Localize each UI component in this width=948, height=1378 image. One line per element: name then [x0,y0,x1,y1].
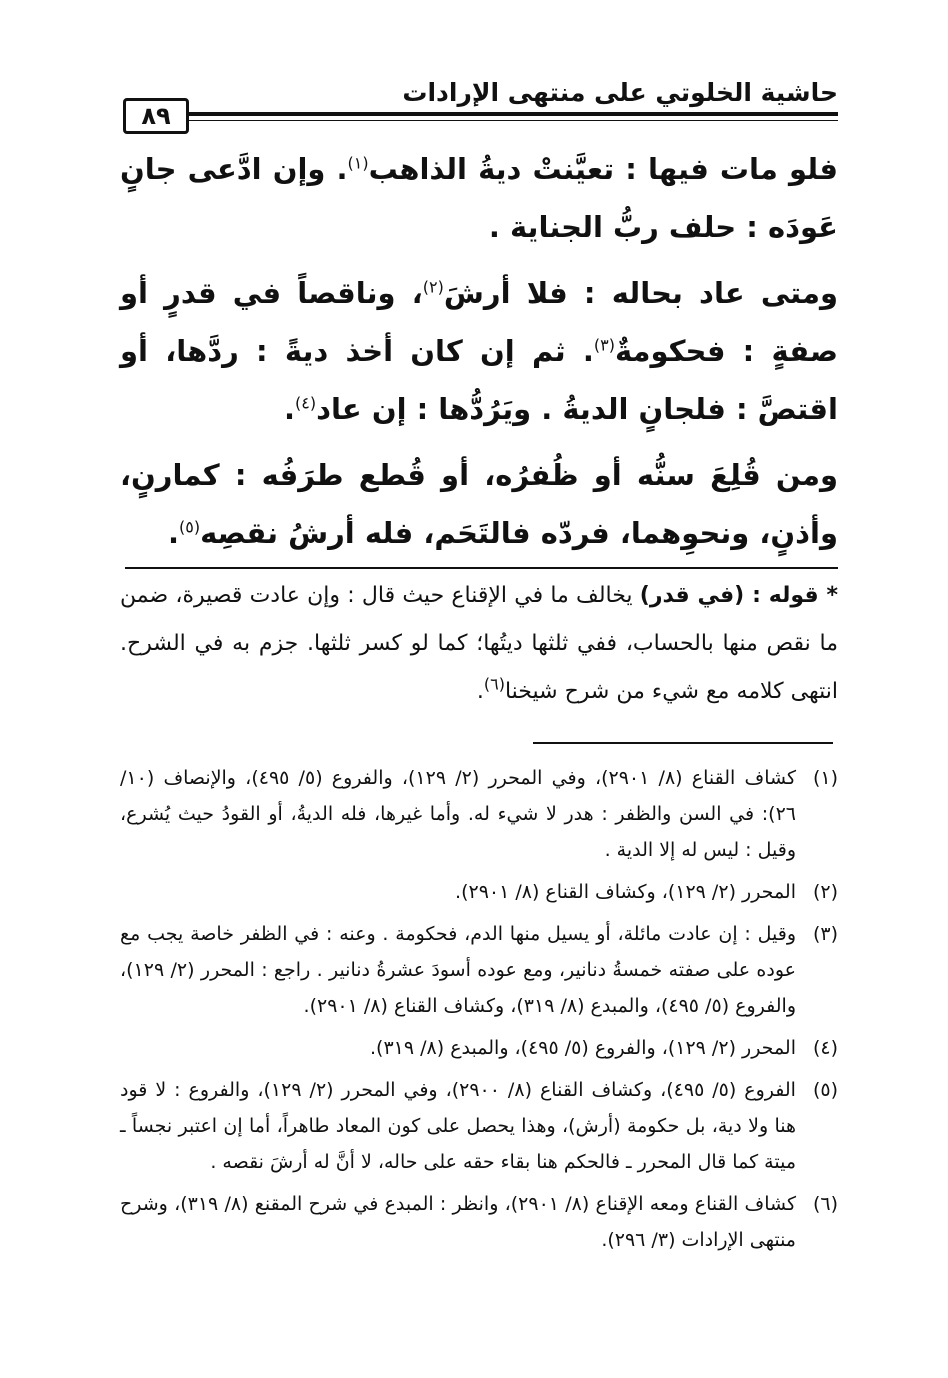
header-rule-thin [188,120,838,121]
footnote-text: المحرر (٢/ ١٢٩)، وكشاف القناع (٨/ ٢٩٠١). [455,881,796,903]
footnote-text: الفروع (٥/ ٤٩٥)، وكشاف القناع (٨/ ٢٩٠٠)، وفي المحرر (٢/ ١٢٩)، والفروع : لا قود هنا ولا دية، بل حكومة (أرش)، وهذا يحصل على كون المعاد طاهراً، أما إن اعتبر نجساً ـ ميتة كما قال المحرر ـ فالحكم هنا بقاء حقه على حاله، لا أنَّ له أرشَ نقصه . [120,1079,796,1173]
main-text-span: . وإن ادَّعى جانٍ عَودَه : حلف ربُّ الجناية . [120,152,838,244]
footnote-ref-1[interactable]: (١) [347,153,369,173]
footnote-ref-3[interactable]: (٣) [593,335,615,355]
commentary-note [120,572,838,716]
footnote-item [120,916,838,1024]
footnote-item [120,1030,838,1066]
main-text-span: فلو مات فيها : تعيَّنتْ ديةُ الذاهب [368,152,838,186]
main-text-span: ومن قُلِعَ سنُّه أو ظُفرُه، أو قُطع طرَفُه : كمارنٍ، وأذنٍ، ونحوِهما، فردّه فالتَحَم، فله أرشُ نقصِه [120,458,838,550]
main-text-span: . [167,516,179,550]
main-paragraph-2 [120,264,838,438]
footnote-ref-4[interactable]: (٤) [295,393,317,413]
footnote-number: (٤) [812,1037,838,1059]
footnote-item [120,874,838,910]
footnote-text: كشاف القناع (٨/ ٢٩٠١)، وفي المحرر (٢/ ١٢٩)، والفروع (٥/ ٤٩٥)، والإنصاف (١٠/ ٢٦): في السن والظفر : هدر لا شيء له. وأما غيرها، فله الديةُ، أو القودُ حيث يُشرع، وقيل : ليس له إلا الدية . [120,767,796,861]
footnote-number: (٦) [812,1193,838,1215]
main-text-span: . [284,392,296,426]
footnote-ref-6[interactable]: (٦) [483,674,505,694]
page-number: ٨٩ [123,98,189,134]
commentary-text-end: . [476,679,484,704]
running-header-title: حاشية الخلوتي على منتهى الإرادات [402,78,838,107]
footnote-ref-5[interactable]: (٥) [178,517,201,537]
footnote-ref-2[interactable]: (٢) [422,277,444,297]
main-text-span: . ثم إن كان أخذ ديةً : ردَّها، أو اقتصَّ : فلجانٍ الديةُ . ويَرُدُّها : إن عاد [120,334,838,426]
commentary-separator [125,567,838,569]
footnote-number: (١) [812,767,838,789]
footnote-item [120,1186,838,1258]
footnote-number: (٢) [812,881,838,903]
main-text [120,140,838,570]
footnote-separator [533,742,833,744]
main-paragraph-3 [120,446,838,562]
commentary-text: يخالف ما في الإقناع حيث قال : وإن عادت قصيرة، ضمن ما نقص منها بالحساب، ففي ثلثها ديتُها؛ كما لو كسر ثلثها. جزم به في الشرح. انتهى كلامه مع شيء من شرح شيخنا [120,583,838,704]
footnotes-section [120,760,838,1264]
header-rule-thick [188,112,838,116]
footnote-number: (٣) [812,923,838,945]
commentary-paragraph [120,572,838,716]
main-paragraph-1 [120,140,838,256]
main-text-span: ومتى عاد بحاله : فلا أرشَ [443,276,838,310]
footnote-number: (٥) [812,1079,838,1101]
commentary-label: * قوله : (في قدر) [639,583,838,608]
main-text-span: ، وناقصاً في قدرٍ أو صفةٍ : فحكومةٌ [120,276,838,368]
footnote-item [120,1072,838,1180]
footnote-text: كشاف القناع ومعه الإقناع (٨/ ٢٩٠١)، وانظر : المبدع في شرح المقنع (٨/ ٣١٩)، وشرح منتهى الإرادات (٣/ ٢٩٦). [120,1193,796,1251]
footnote-text: وقيل : إن عادت مائلة، أو يسيل منها الدم، فحكومة . وعنه : في الظفر خاصة يجب مع عوده على صفته خمسةُ دنانير، ومع عوده أسودَ عشرةُ دنانير . راجع : المحرر (٢/ ١٢٩)، والفروع (٥/ ٤٩٥)، والمبدع (٨/ ٣١٩)، وكشاف القناع (٨/ ٢٩٠١). [120,923,796,1017]
footnote-text: المحرر (٢/ ١٢٩)، والفروع (٥/ ٤٩٥)، والمبدع (٨/ ٣١٩). [370,1037,796,1059]
footnote-item [120,760,838,868]
